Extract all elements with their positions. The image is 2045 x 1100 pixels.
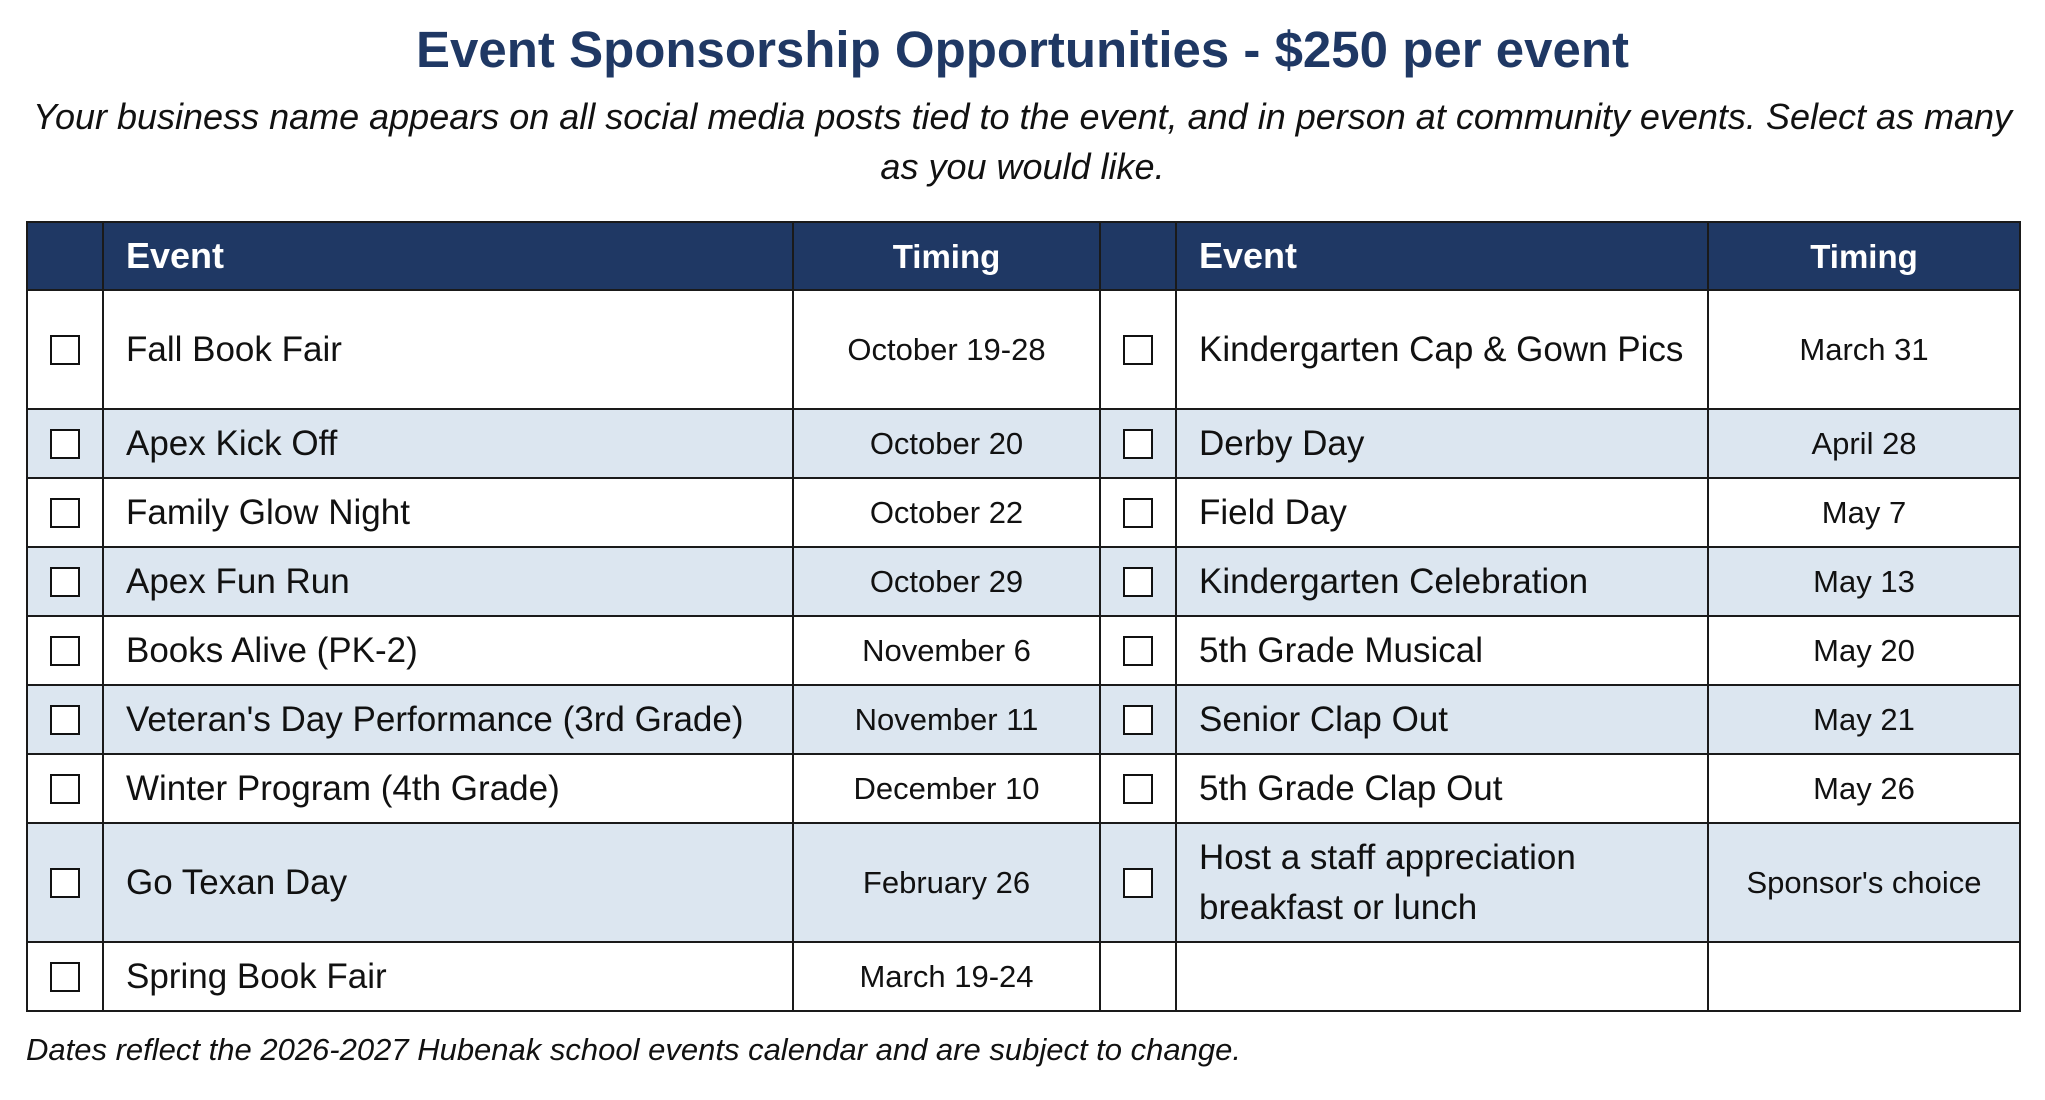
checkbox-cell [1100,616,1176,685]
event-timing: May 26 [1708,754,2020,823]
header-timing-right [1708,222,2020,290]
event-checkbox[interactable] [50,429,80,459]
event-name: Apex Fun Run [103,547,793,616]
event-timing: October 22 [793,478,1100,547]
event-timing: Sponsor's choice [1708,823,2020,942]
event-checkbox[interactable] [50,636,80,666]
page-title: Event Sponsorship Opportunities - $250 per event [416,21,1629,78]
event-checkbox[interactable] [50,705,80,735]
event-timing: March 19-24 [793,942,1100,1011]
event-timing: November 6 [793,616,1100,685]
header-event-right: Event [1176,222,1708,290]
event-timing: October 19-28 [793,290,1100,409]
empty-checkbox-cell [1100,942,1176,1011]
event-checkbox[interactable] [1123,705,1153,735]
event-name: 5th Grade Clap Out [1176,754,1708,823]
header-checkbox-column-left [27,222,103,290]
page-subtitle: Your business name appears on all social media posts tied to the event, and in person at community events. Select as many as you would like. [32,96,2013,187]
checkbox-cell [1100,754,1176,823]
checkbox-cell [27,754,103,823]
header-timing-left-label: Timing [892,238,1001,275]
checkbox-cell [1100,409,1176,478]
event-checkbox[interactable] [1123,335,1153,365]
event-name: Winter Program (4th Grade) [103,754,793,823]
event-timing: October 29 [793,547,1100,616]
event-timing: October 20 [793,409,1100,478]
event-timing: March 31 [1708,290,2020,409]
event-checkbox[interactable] [50,774,80,804]
event-name: Fall Book Fair [103,290,793,409]
table-row [27,685,2020,754]
event-checkbox[interactable] [1123,636,1153,666]
table-row [27,754,2020,823]
checkbox-cell [1100,547,1176,616]
checkbox-cell [27,547,103,616]
event-timing: May 7 [1708,478,2020,547]
footnote: Dates reflect the 2026-2027 Hubenak school events calendar and are subject to change. [26,1032,1241,1067]
event-checkbox[interactable] [50,498,80,528]
checkbox-cell [27,685,103,754]
event-name: 5th Grade Musical [1176,616,1708,685]
event-timing: May 21 [1708,685,2020,754]
empty-event-cell [1176,942,1708,1011]
checkbox-cell [27,478,103,547]
event-name: Veteran's Day Performance (3rd Grade) [103,685,793,754]
header-event-left: Event [103,222,793,290]
table-row [27,547,2020,616]
event-name: Kindergarten Cap & Gown Pics [1176,290,1708,409]
event-checkbox[interactable] [1123,567,1153,597]
event-name: Derby Day [1176,409,1708,478]
checkbox-cell [27,616,103,685]
table-row [27,290,2020,409]
event-name: Senior Clap Out [1176,685,1708,754]
event-timing: February 26 [793,823,1100,942]
checkbox-cell [27,823,103,942]
checkbox-cell [1100,685,1176,754]
event-checkbox[interactable] [1123,774,1153,804]
checkbox-cell [27,942,103,1011]
event-name: Go Texan Day [103,823,793,942]
event-name: Kindergarten Celebration [1176,547,1708,616]
header-checkbox-column-right [1100,222,1176,290]
header-timing-left [793,222,1100,290]
event-checkbox[interactable] [1123,429,1153,459]
checkbox-cell [1100,290,1176,409]
event-checkbox[interactable] [1123,868,1153,898]
event-checkbox[interactable] [1123,498,1153,528]
event-timing: May 13 [1708,547,2020,616]
event-timing: April 28 [1708,409,2020,478]
table-header-row [27,222,2020,290]
checkbox-cell [27,409,103,478]
table-row [27,478,2020,547]
sponsorship-events-table [26,221,2021,1012]
event-checkbox[interactable] [50,962,80,992]
event-timing: May 20 [1708,616,2020,685]
table-row [27,942,2020,1011]
event-checkbox[interactable] [50,335,80,365]
event-name: Spring Book Fair [103,942,793,1011]
checkbox-cell [1100,823,1176,942]
header-timing-right-label: Timing [1810,238,1918,275]
checkbox-cell [27,290,103,409]
table-row [27,616,2020,685]
empty-timing-cell [1708,942,2020,1011]
event-name: Field Day [1176,478,1708,547]
checkbox-cell [1100,478,1176,547]
event-name: Family Glow Night [103,478,793,547]
event-name: Host a staff appreciation breakfast or lunch [1176,823,1708,942]
event-name: Books Alive (PK-2) [103,616,793,685]
table-row [27,409,2020,478]
event-checkbox[interactable] [50,868,80,898]
event-name: Apex Kick Off [103,409,793,478]
event-timing: December 10 [793,754,1100,823]
event-timing: November 11 [793,685,1100,754]
event-checkbox[interactable] [50,567,80,597]
table-row [27,823,2020,942]
